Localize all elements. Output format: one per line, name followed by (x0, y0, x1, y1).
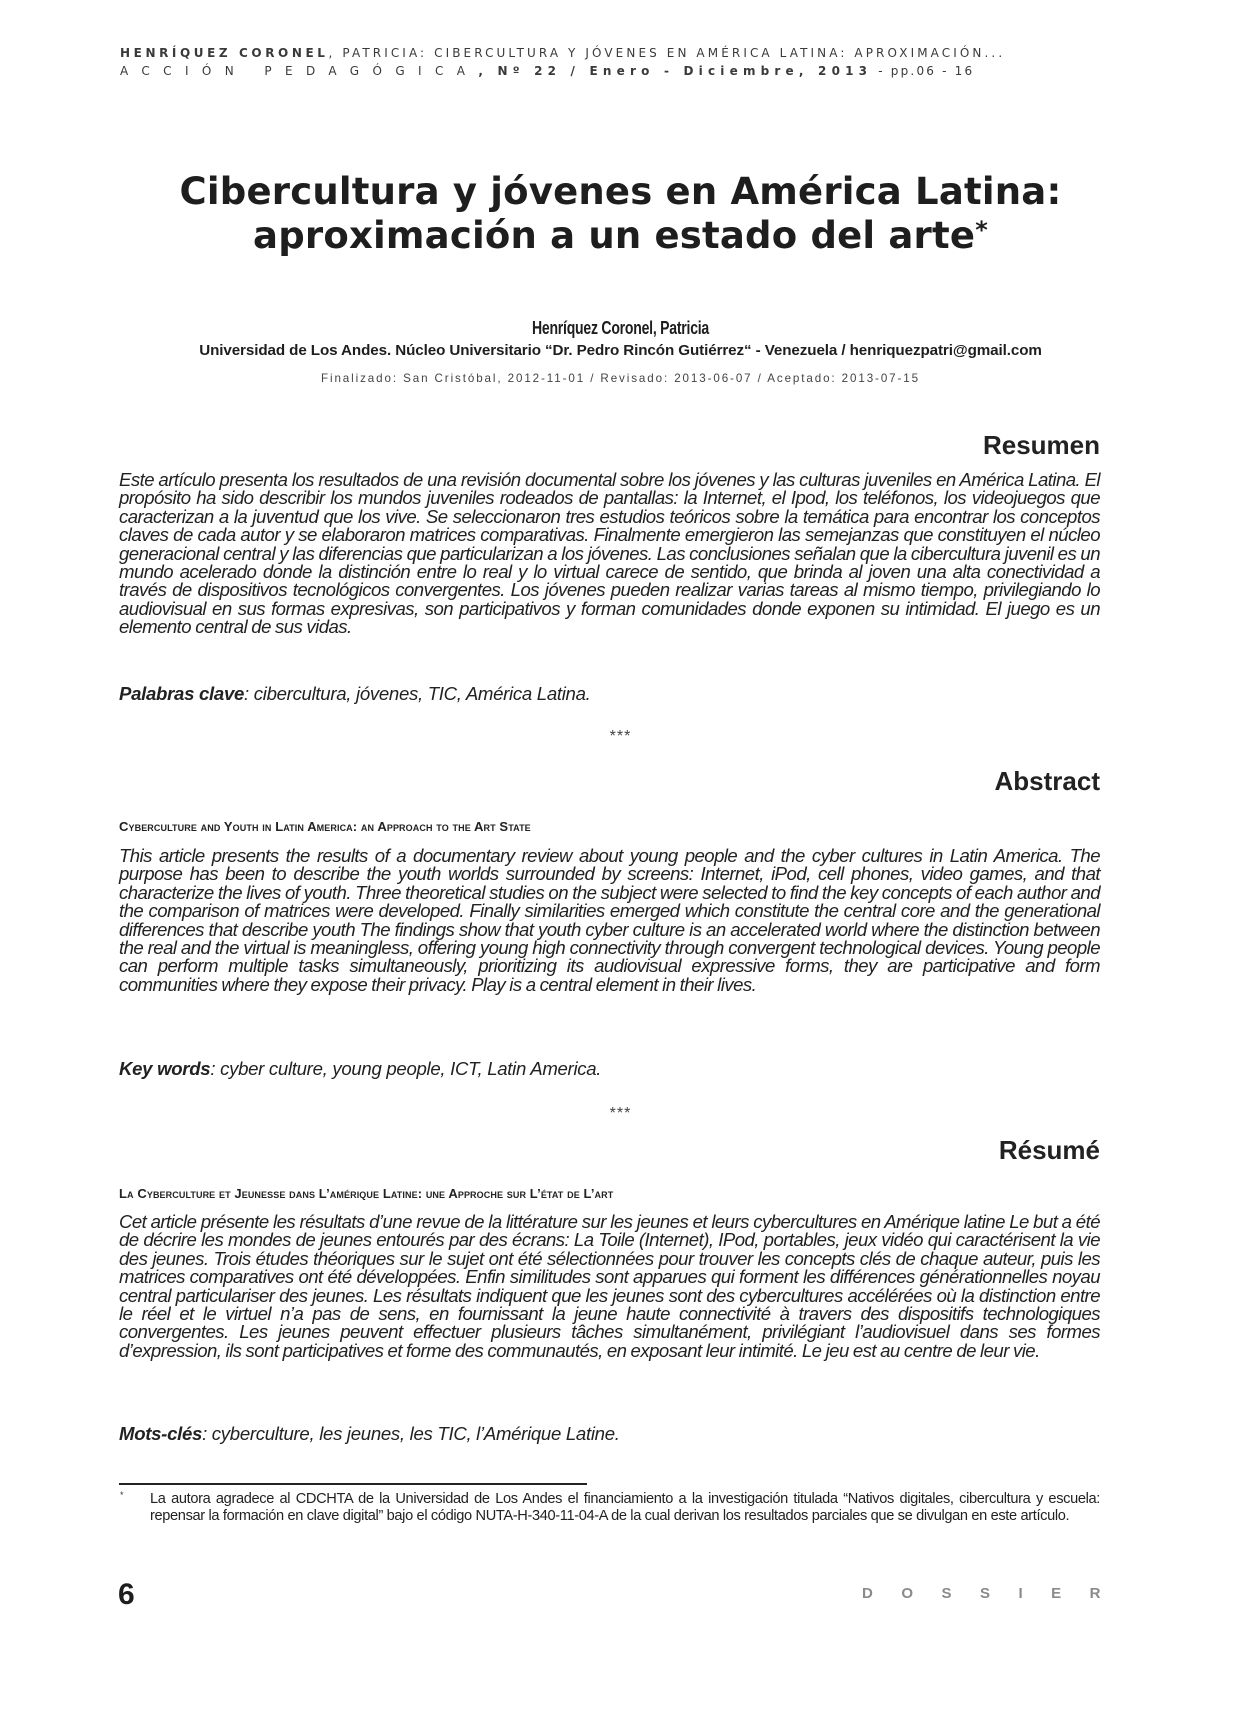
footnote-text: La autora agradece al CDCHTA de la Universidad de Los Andes el financiamiento a la investigación titulada “Nativos digitales, cibercultura y escuela: repensar la formación en clave digital” bajo el código NUTA-H-340-11-04-A de la cual derivan los resultados parciales que se divulgan en este artículo. (150, 1491, 1100, 1524)
running-head-line2 (120, 64, 1100, 78)
abstract-text: This article presents the results of a documentary review about young people and the cyber cultures in Latin America. The purpose has been to describe the youth worlds surrounded by screens: Internet, iPod, cell phones, video games, and that characterize the lives of youth. Three theoretical studies on the subject were selected to find the key concepts of each author and the comparison of matrices were developed. Finally similarities emerged which constitute the central core and the generational differences that describe youth The findings show that youth cyber culture is an accelerated world where the distinction between the real and the virtual is meaningless, offering young high connectivity through convergent technological devices. Young people can perform multiple tasks simultaneously, prioritizing its audiovisual expressive forms, they are participative and form communities where they expose their privacy. Play is a central element in their lives. (119, 845, 1100, 995)
resumen-heading: Resumen (982, 430, 1100, 460)
author-affiliation: Universidad de Los Andes. Núcleo Universitario “Dr. Pedro Rincón Gutiérrez“ - Venezuela / henriquezpatri@gmail.com (199, 342, 1042, 359)
resume-keywords-list: : cyberculture, les jeunes, les TIC, l’Amérique Latine. (202, 1423, 620, 1444)
title-footnote-mark[interactable]: * (975, 216, 988, 244)
article-title (100, 170, 1141, 258)
running-head-pages: - pp.06 - 16 (872, 64, 975, 78)
section-separator: *** (609, 1105, 632, 1122)
footnote-mark: * (120, 1490, 124, 1500)
running-head-journal: ACCIÓN PEDAGÓGICA (120, 64, 479, 78)
resumen-keywords-list: : cibercultura, jóvenes, TIC, América Latina. (244, 683, 591, 704)
abstract-keywords-label: Key words (119, 1058, 211, 1079)
footnote-rule (119, 1483, 587, 1485)
resumen-text: Este artículo presenta los resultados de una revisión documental sobre los jóvenes y las culturas juveniles en América Latina. El propósito ha sido describir los mundos juveniles rodeados de pantallas: la Internet, el Ipod, los teléfonos, los videojuegos que caracterizan a la juventud que los vive. Se seleccionaron tres estudios teóricos sobre la temática para encontrar los conceptos claves de cada autor y se elaboraron matrices comparativas. Finalmente emergieron las semejanzas que constituyen el núcleo generacional central y las diferencias que particularizan a los jóvenes. Las conclusiones señalan que la cibercultura juvenil es un mundo acelerado donde la distinción entre lo real y lo virtual carece de sentido, que brinda al joven una alta conectividad a través de dispositivos tecnológicos convergentes. Los jóvenes pueden realizar varias tareas al mismo tiempo, privilegiando lo audiovisual en sus formas expresivas, son participativos y forman comunidades donde exponen su intimidad. El juego es un elemento central de sus vidas. (119, 469, 1100, 638)
abstract-keywords (119, 1058, 601, 1080)
section-separator: *** (609, 728, 632, 745)
article-title-line2: aproximación a un estado del arte* (253, 214, 988, 257)
resume-heading: Résumé (998, 1135, 1100, 1165)
resumen-keywords-label: Palabras clave (119, 683, 245, 704)
article-dates: Finalizado: San Cristóbal, 2012-11-01 / Revisado: 2013-06-07 / Aceptado: 2013-07-15 (321, 372, 920, 385)
abstract-heading: Abstract (994, 766, 1100, 796)
resumen-keywords (119, 683, 591, 705)
resume-text: Cet article présente les résultats d’une revue de la littérature sur les jeunes et leurs cybercultures en Amérique latine Le but a été de décrire les mondes de jeunes entourés par des écrans: La Toile (Internet), IPod, portables, jeux vidéo qui caractérisent la vie des jeunes. Trois études théoriques sur le sujet ont été sélectionnées pour trouver les concepts clés de chaque auteur, puis les matrices comparatives ont été développées. Enfin similitudes sont apparues qui forment les différences générationnelles noyau central particulariser des jeunes. Les résultats indiquent que les jeunes sont des cybercultures accélérées où la distinction entre le réel et le virtuel n’a pas de sens, en fournissant la jeune haute connectivité à travers des dispositifs technologiques convergentes. Les jeunes peuvent effectuer plusieurs tâches simultanément, privilégiant l’audiovisuel dans ses formes d’expression, ils sont participatives et forme des communautés, en exposant leur intimité. Le jeu est au centre de leur vie. (119, 1211, 1100, 1361)
running-head-issue: , Nº 22 / Enero - Diciembre, 2013 (478, 64, 873, 78)
running-head-author: HENRÍQUEZ CORONEL (120, 46, 329, 60)
article-title-line1: Cibercultura y jóvenes en América Latina: (179, 170, 1062, 213)
resume-keywords-label: Mots-clés (119, 1423, 203, 1444)
author-name: Henríquez Coronel, Patricia (531, 318, 710, 338)
running-head-line1 (120, 46, 1100, 60)
running-head-title: , PATRICIA: CIBERCULTURA Y JÓVENES EN AMÉRICA LATINA: APROXIMACIÓN... (328, 46, 1006, 60)
page-number: 6 (118, 1578, 135, 1611)
resume-keywords (119, 1423, 620, 1445)
section-label: DOSSIER (861, 1585, 1129, 1602)
abstract-keywords-list: : cyber culture, young people, ICT, Latin America. (210, 1058, 602, 1079)
resume-subtitle: La Cyberculture et Jeunesse dans L’amérique Latine: une Approche sur L’état de L’art (119, 1186, 614, 1201)
abstract-subtitle: Cyberculture and Youth in Latin America: an Approach to the Art State (119, 819, 531, 834)
